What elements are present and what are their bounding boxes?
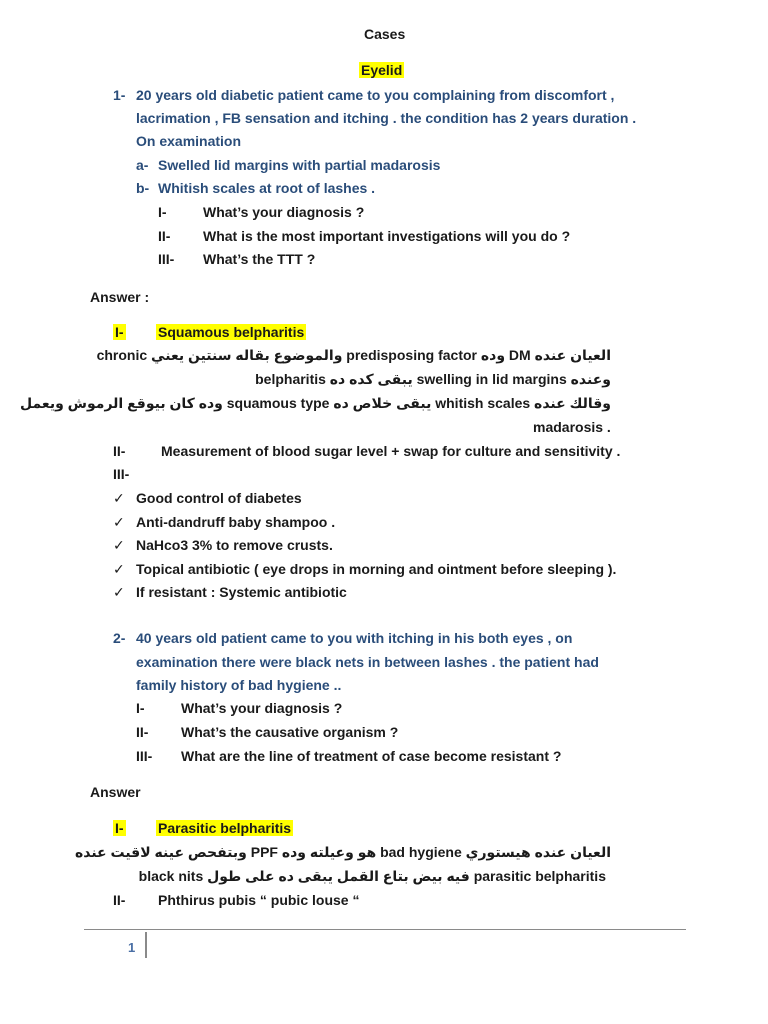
check-icon (113, 559, 125, 579)
case1-question: What is the most important investigations will you do ? (203, 228, 571, 244)
answer1-i-label: I- (115, 324, 124, 340)
case1-question-label: II- (158, 228, 171, 244)
answer1-arabic-line: وعنده swelling in lid margins يبقى كده ده belpharitis (255, 371, 611, 387)
answer1-ii-label: II- (113, 443, 126, 459)
footer-divider (84, 929, 686, 930)
case1-line: lacrimation , FB sensation and itching . the condition has 2 years duration . (136, 110, 637, 126)
case1-question-label: III- (158, 251, 175, 267)
page-title: Cases (364, 26, 406, 42)
case2-line: examination there were black nets in between lashes . the patient had (136, 654, 599, 670)
answer2-diagnosis: Parasitic belpharitis (158, 820, 292, 836)
page-number: 1 (128, 940, 136, 955)
case1-finding-label: a- (136, 157, 149, 173)
check-icon (113, 535, 125, 555)
case1-question: What’s your diagnosis ? (203, 204, 365, 220)
case1-question: What’s the TTT ? (203, 251, 316, 267)
treatment-item: Topical antibiotic ( eye drops in morning and ointment before sleeping ). (136, 561, 617, 577)
case2-question-label: II- (136, 724, 149, 740)
case1-finding: Swelled lid margins with partial madarosis (158, 157, 441, 173)
case1-question-label: I- (158, 204, 167, 220)
treatment-item: NaHco3 3% to remove crusts. (136, 537, 333, 553)
answer1-iii-label: III- (113, 466, 130, 482)
case1-finding: Whitish scales at root of lashes . (158, 180, 376, 196)
case2-question: What’s the causative organism ? (181, 724, 399, 740)
treatment-item: If resistant : Systemic antibiotic (136, 584, 347, 600)
answer2-organism: Phthirus pubis “ pubic louse “ (158, 892, 360, 908)
answer2-i-label: I- (115, 820, 124, 836)
section-heading: Eyelid (361, 62, 403, 78)
answer2-heading: Answer (90, 784, 141, 800)
answer1-heading: Answer : (90, 289, 150, 305)
treatment-item: Good control of diabetes (136, 490, 302, 506)
answer2-arabic-line: black nits فيه بيض بتاع القمل يبقى ده على طول parasitic belpharitis (138, 868, 606, 884)
case1-number: 1- (113, 87, 126, 103)
case2-question-label: III- (136, 748, 153, 764)
check-icon (113, 512, 125, 532)
treatment-item: Anti-dandruff baby shampoo . (136, 514, 336, 530)
answer1-diagnosis: Squamous belpharitis (158, 324, 305, 340)
case2-question: What are the line of treatment of case become resistant ? (181, 748, 562, 764)
case2-line: family history of bad hygiene .. (136, 677, 342, 693)
answer1-arabic-line: العيان عنده DM وده predisposing factor والموضوع بقاله سنتين يعني chronic (96, 347, 611, 363)
answer1-arabic-line: وقالك عنده whitish scales يبقى خلاص ده squamous type وده كان بيوقع الرموش ويعمل (20, 395, 611, 411)
check-icon (113, 488, 125, 508)
case2-question: What’s your diagnosis ? (181, 700, 343, 716)
case2-line: 40 years old patient came to you with itching in his both eyes , on (136, 630, 573, 646)
answer1-arabic-line: madarosis . (533, 419, 611, 435)
case1-finding-label: b- (136, 180, 150, 196)
check-icon (113, 582, 125, 602)
answer1-investigation: Measurement of blood sugar level + swap for culture and sensitivity . (161, 443, 621, 459)
case1-line: 20 years old diabetic patient came to you complaining from discomfort , (136, 87, 615, 103)
case1-line: On examination (136, 133, 242, 149)
footer-vertical-bar (145, 932, 147, 958)
case2-number: 2- (113, 630, 126, 646)
answer2-ii-label: II- (113, 892, 126, 908)
case2-question-label: I- (136, 700, 145, 716)
answer2-arabic-line: العيان عنده هيستوري bad hygiene هو وعيلته وده PPF وبتفحص عينه لاقيت عنده (74, 844, 611, 860)
